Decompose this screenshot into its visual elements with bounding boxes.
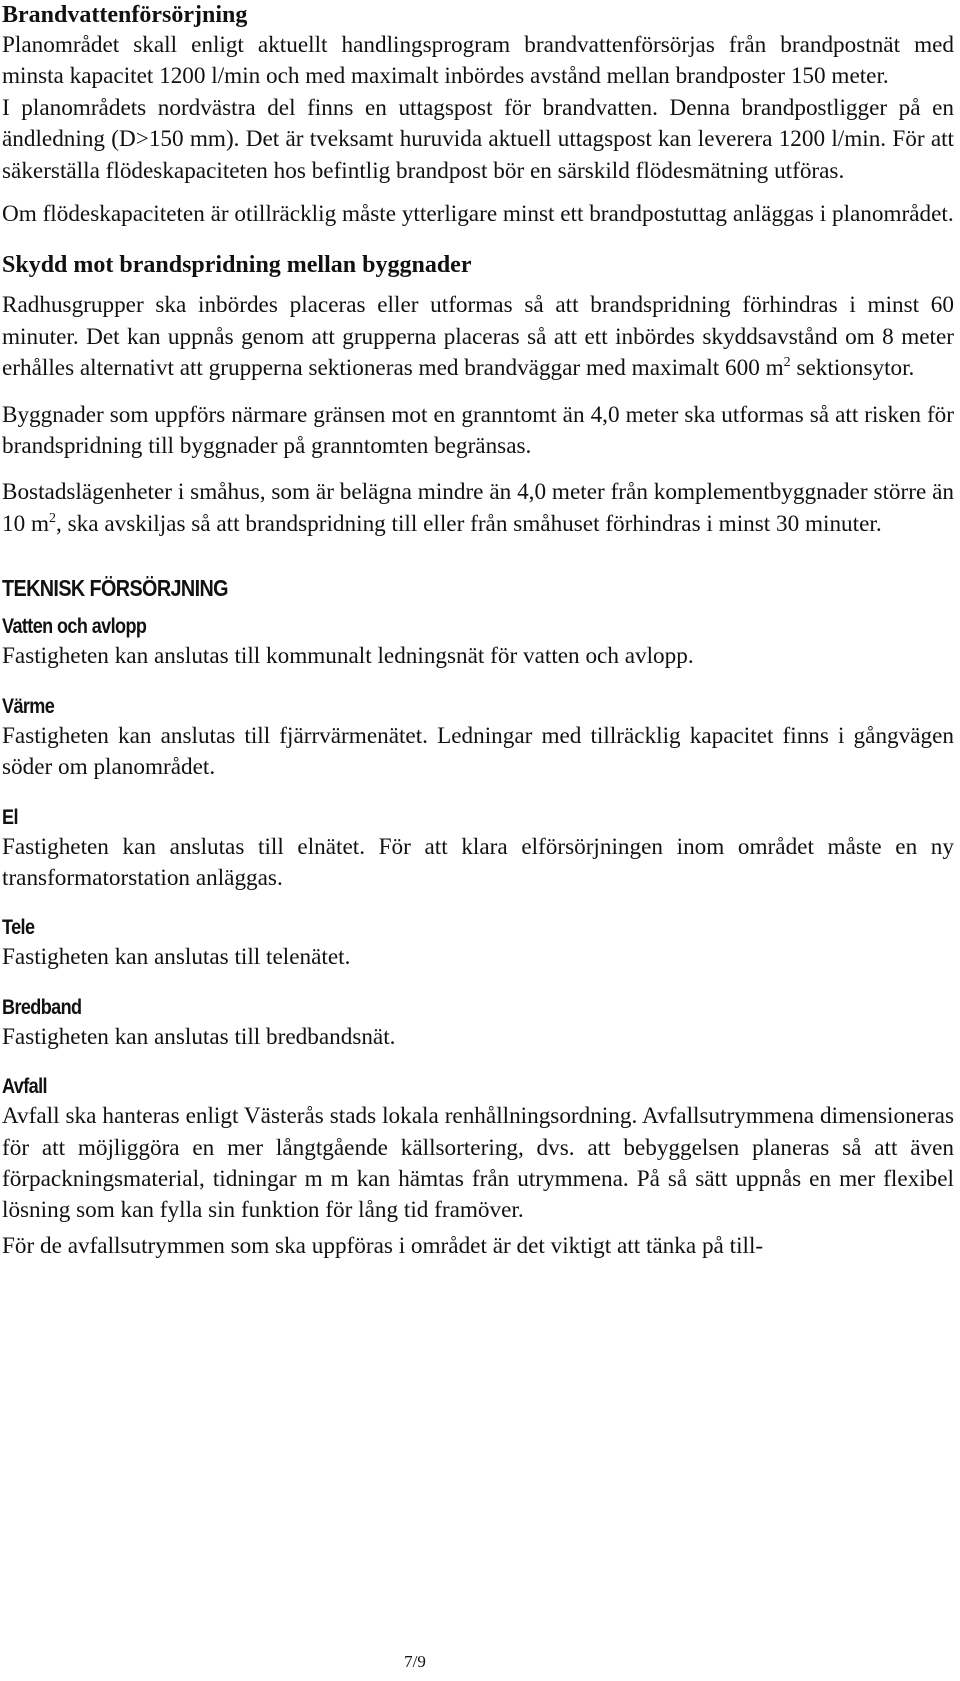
page-number: 7/9 [404, 1652, 426, 1671]
paragraph-avfall-1: Avfall ska hanteras enligt Västerås stads lokala renhållningsordning. Avfallsutrymmena dimensioneras för att möjliggöra en mer långtgående källsortering, dvs. att bebyggelsen planeras så att även förpackningsmaterial, tidningar m m kan hämtas från utrymmena. På så sätt uppnås en mer flexibel lösning som kan fylla sin funktion för lång tid framöver. [2, 1103, 954, 1224]
paragraph-avfall-2: För de avfallsutrymmen som ska uppföras i området är det viktigt att tänka på till- [2, 1232, 764, 1259]
paragraph-skydd-3-tail: , ska avskiljas så att brandspridning till eller från småhuset förhindras i minst 30 minuter. [56, 510, 882, 537]
paragraph-skydd-1-text: Radhusgrupper ska inbördes placeras eller utformas så att brandspridning förhindras i minst 60 minuter. Det kan uppnås genom att grupperna placeras så att ett inbördes skyddsavstånd om 8 meter erhålles alternativt att grupperna sektioneras med brandväggar med maximalt 600 m [2, 292, 954, 382]
paragraph-skydd-1-tail: sektionsytor. [790, 355, 915, 382]
paragraph-skydd-1 [2, 290, 954, 384]
paragraph-skydd-2: Byggnader som uppförs närmare gränsen mot en granntomt än 4,0 meter ska utformas så att risken för brandspridning till byggnader på granntomten begränsas. [2, 401, 954, 460]
superscript-square: 2 [49, 510, 57, 526]
paragraph-brandvatten-1: Planområdet skall enligt aktuellt handlingsprogram brandvattenförsörjas från brandpostnät med minsta kapacitet 1200 l/min och med maximalt inbördes avstånd mellan brandposter 150 meter. [2, 32, 954, 90]
heading-vatten-och-avlopp: Vatten och avlopp [2, 615, 147, 639]
paragraph-el: Fastigheten kan anslutas till elnätet. För att klara elförsörjningen inom området måste en ny transformatorstation anläggas. [2, 833, 954, 891]
heading-el: El [2, 805, 18, 829]
heading-skydd-mot-brandspridning: Skydd mot brandspridning mellan byggnader [2, 252, 472, 279]
superscript-square: 2 [783, 355, 791, 371]
paragraph-skydd-3 [2, 477, 954, 540]
heading-teknisk-forsorjning: TEKNISK FÖRSÖRJNING [2, 575, 228, 602]
paragraph-brandvatten-2: I planområdets nordvästra del finns en uttagspost för brandvatten. Denna brandpostligger på en ändledning (D>150 mm). Det är tveksamt huruvida aktuell uttagspost kan leverera 1200 l/min. För att säkerställa flödeskapaciteten hos befintlig brandpost bör en särskild flödesmätning utföras. [2, 94, 954, 184]
paragraph-varme: Fastigheten kan anslutas till fjärrvärmenätet. Ledningar med tillräcklig kapacitet finns i gångvägen söder om planområdet. [2, 722, 954, 781]
paragraph-brandvatten-3: Om flödeskapaciteten är otillräcklig måste ytterligare minst ett brandpostuttag anläggas i planområdet. [2, 201, 954, 228]
paragraph-skydd-3-text: Bostadslägenheter i småhus, som är belägna mindre än 4,0 meter från komplementbyggnader större än 10 m [2, 479, 954, 537]
paragraph-tele: Fastigheten kan anslutas till telenätet. [2, 944, 351, 971]
heading-bredband: Bredband [2, 995, 82, 1019]
paragraph-vatten: Fastigheten kan anslutas till kommunalt ledningsnät för vatten och avlopp. [2, 643, 694, 670]
document-content [2, 0, 954, 1262]
heading-brandvattenforsorjning: Brandvattenförsörjning [2, 2, 248, 28]
heading-varme: Värme [2, 694, 55, 718]
heading-avfall: Avfall [2, 1075, 47, 1099]
heading-tele: Tele [2, 916, 35, 940]
paragraph-bredband: Fastigheten kan anslutas till bredbandsnät. [2, 1023, 396, 1050]
